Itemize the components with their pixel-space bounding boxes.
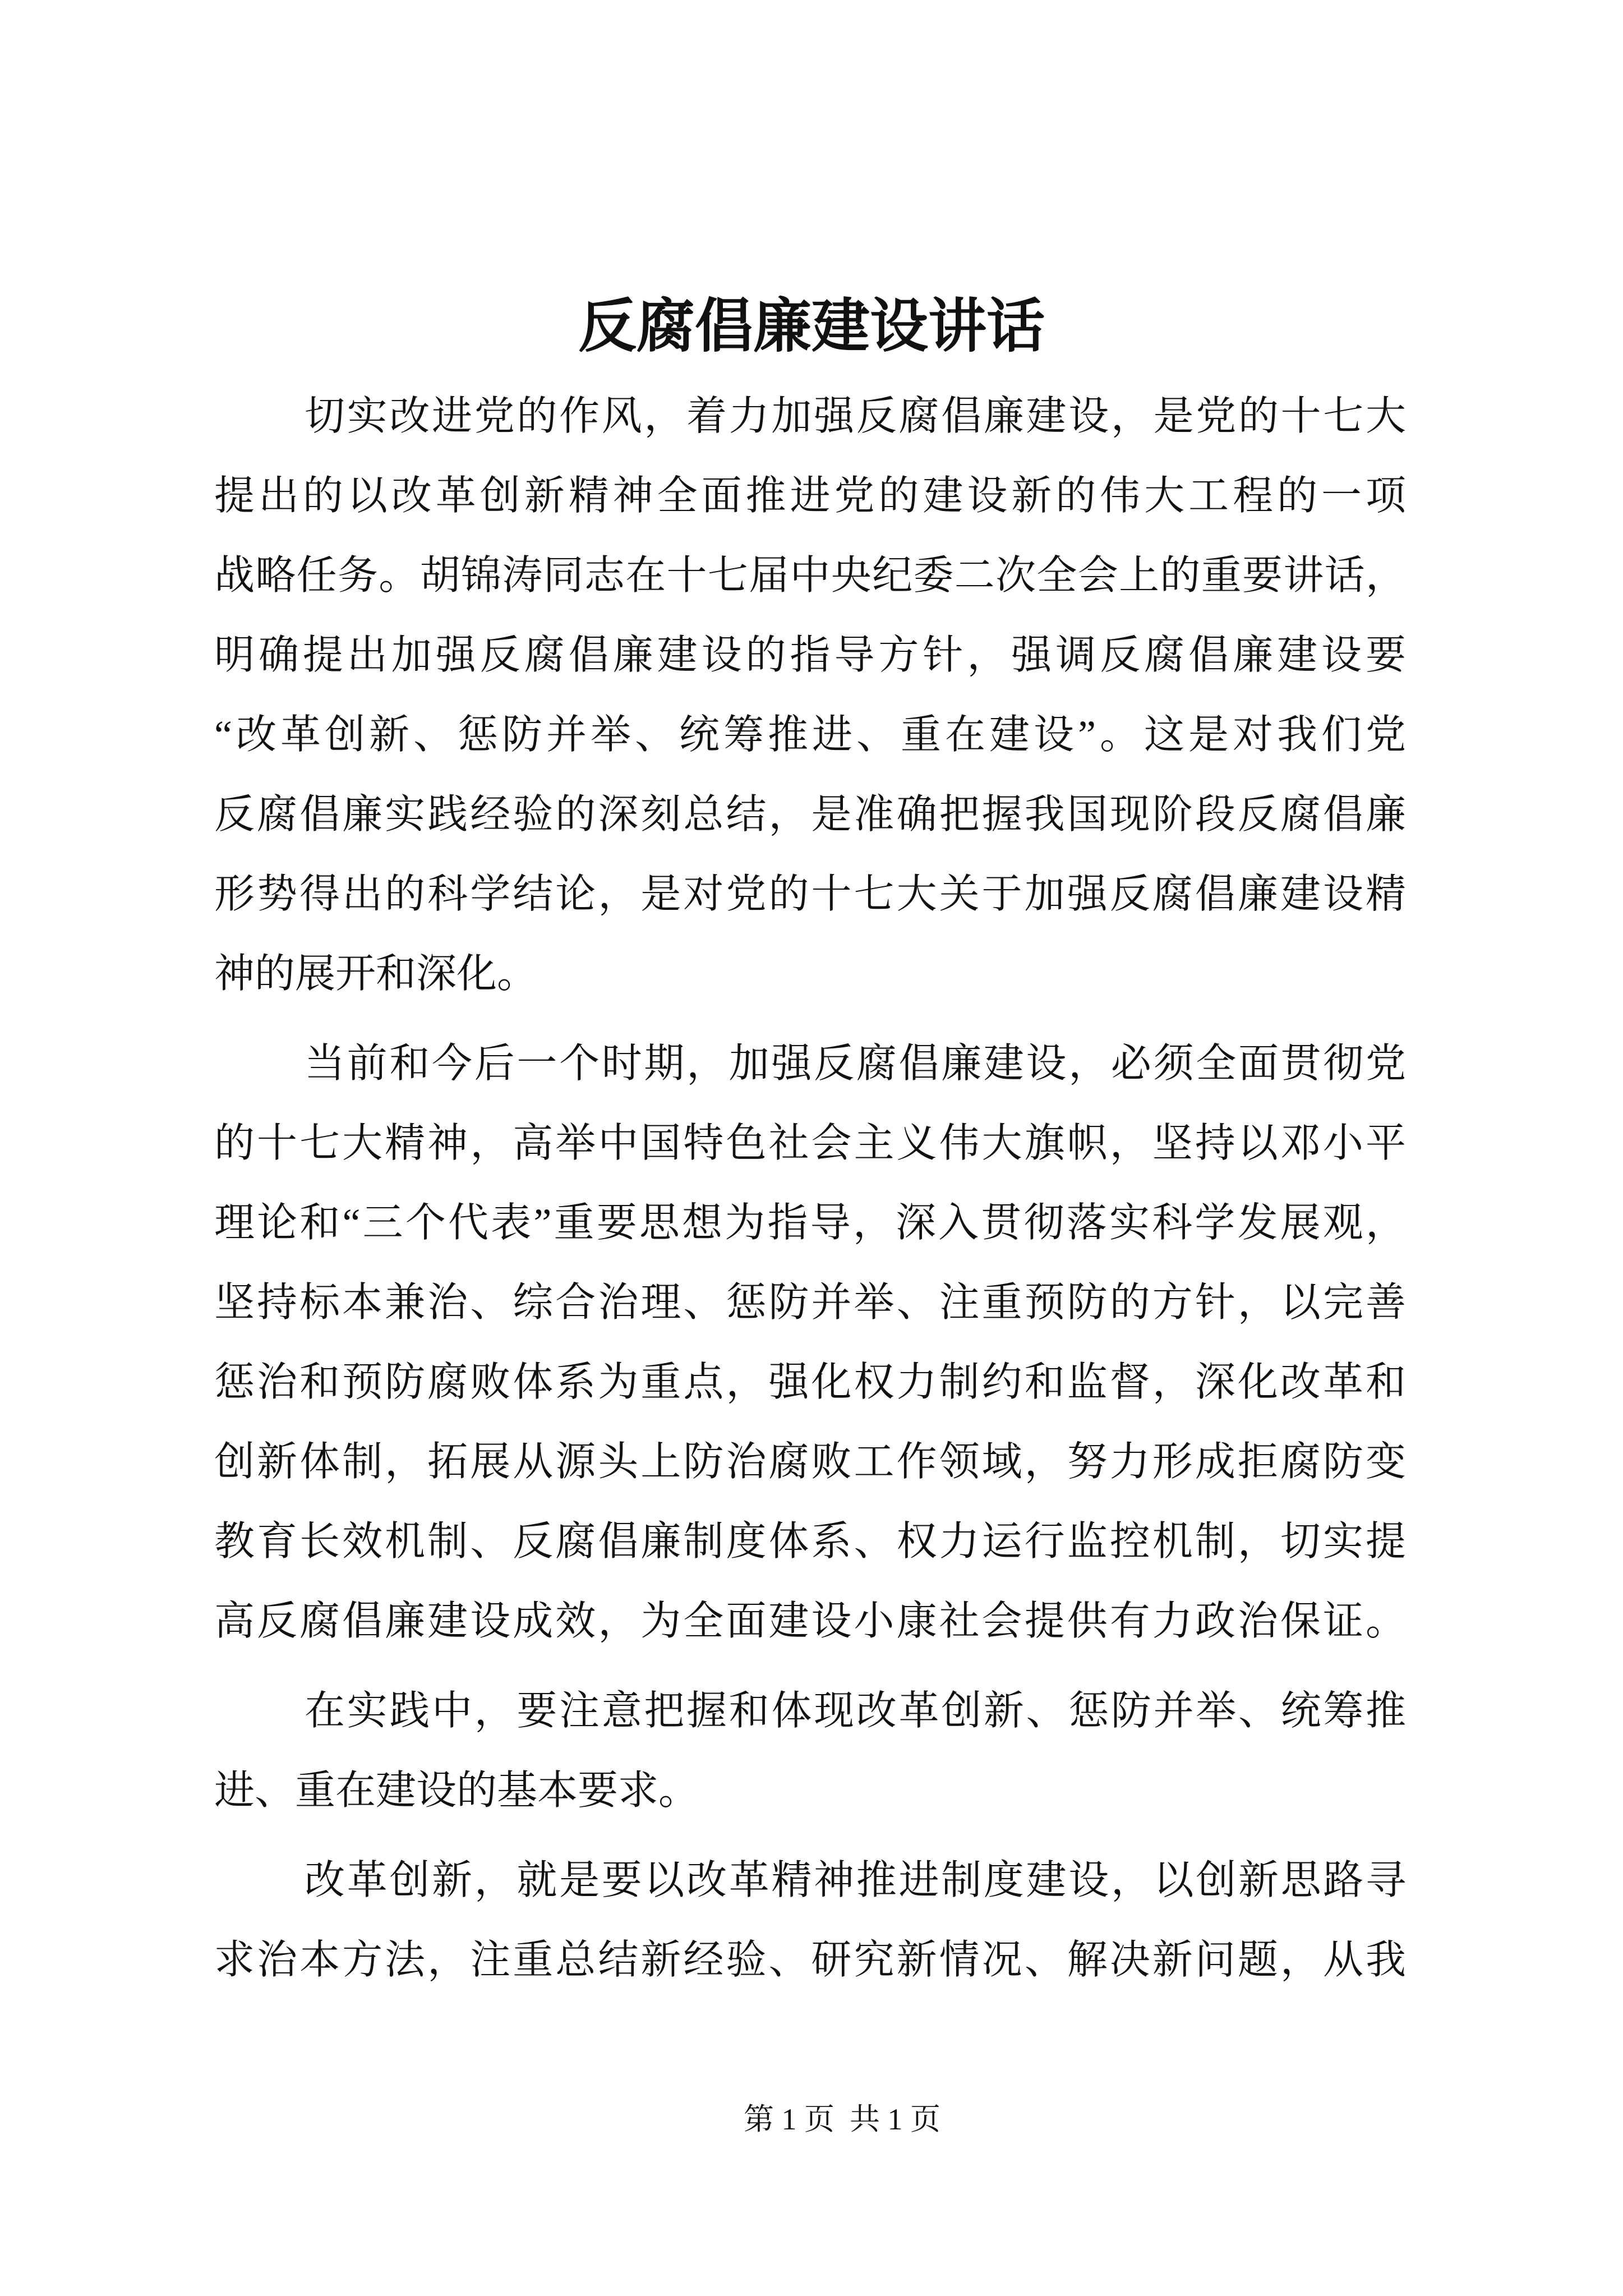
paragraph-line: 教育长效机制、反腐倡廉制度体系、权力运行监控机制，切实提 <box>214 1519 1406 1564</box>
paragraph-line: 求治本方法，注重总结新经验、研究新情况、解决新问题，从我 <box>214 1938 1406 1982</box>
paragraph-line: 理论和“三个代表”重要思想为指导，深入贯彻落实科学发展观， <box>214 1200 1406 1245</box>
paragraph-line: 形势得出的科学结论，是对党的十七大关于加强反腐倡廉建设精 <box>214 872 1406 917</box>
paragraph-line: 切实改进党的作风，着力加强反腐倡廉建设，是党的十七大 <box>305 394 1406 439</box>
paragraph-line: 创新体制，拓展从源头上防治腐败工作领域，努力形成拒腐防变 <box>214 1439 1406 1484</box>
paragraph-line: 明确提出加强反腐倡廉建设的指导方针，强调反腐倡廉建设要 <box>214 633 1406 678</box>
paragraph-line: 当前和今后一个时期，加强反腐倡廉建设，必须全面贯彻党 <box>305 1041 1406 1086</box>
paragraph-line: 提出的以改革创新精神全面推进党的建设新的伟大工程的一项 <box>214 473 1406 518</box>
paragraph-line: 进、重在建设的基本要求。 <box>214 1768 699 1813</box>
document-body <box>214 376 1406 2000</box>
document-title: 反腐倡廉建设讲话 <box>578 291 1045 360</box>
page-footer: 第 1 页 共 1 页 <box>744 2102 940 2136</box>
paragraph-2 <box>214 1024 1406 1661</box>
paragraph-4 <box>214 1841 1406 2000</box>
paragraph-3 <box>214 1671 1406 1830</box>
paragraph-line: 反腐倡廉实践经验的深刻总结，是准确把握我国现阶段反腐倡廉 <box>214 792 1406 837</box>
paragraph-line: 在实践中，要注意把握和体现改革创新、惩防并举、统筹推 <box>305 1688 1406 1733</box>
paragraph-line: “改革创新、惩防并举、统筹推进、重在建设”。这是对我们党 <box>214 712 1406 757</box>
paragraph-line: 战略任务。胡锦涛同志在十七届中央纪委二次全会上的重要讲话， <box>214 553 1406 598</box>
paragraph-line: 的十七大精神，高举中国特色社会主义伟大旗帜，坚持以邓小平 <box>214 1121 1406 1166</box>
paragraph-line: 神的展开和深化。 <box>214 951 538 996</box>
paragraph-line: 高反腐倡廉建设成效，为全面建设小康社会提供有力政治保证。 <box>214 1599 1406 1644</box>
paragraph-line: 改革创新，就是要以改革精神推进制度建设，以创新思路寻 <box>305 1858 1406 1903</box>
paragraph-line: 坚持标本兼治、综合治理、惩防并举、注重预防的方针，以完善 <box>214 1280 1406 1325</box>
paragraph-line: 惩治和预防腐败体系为重点，强化权力制约和监督，深化改革和 <box>214 1360 1406 1405</box>
paragraph-1 <box>214 376 1406 1014</box>
